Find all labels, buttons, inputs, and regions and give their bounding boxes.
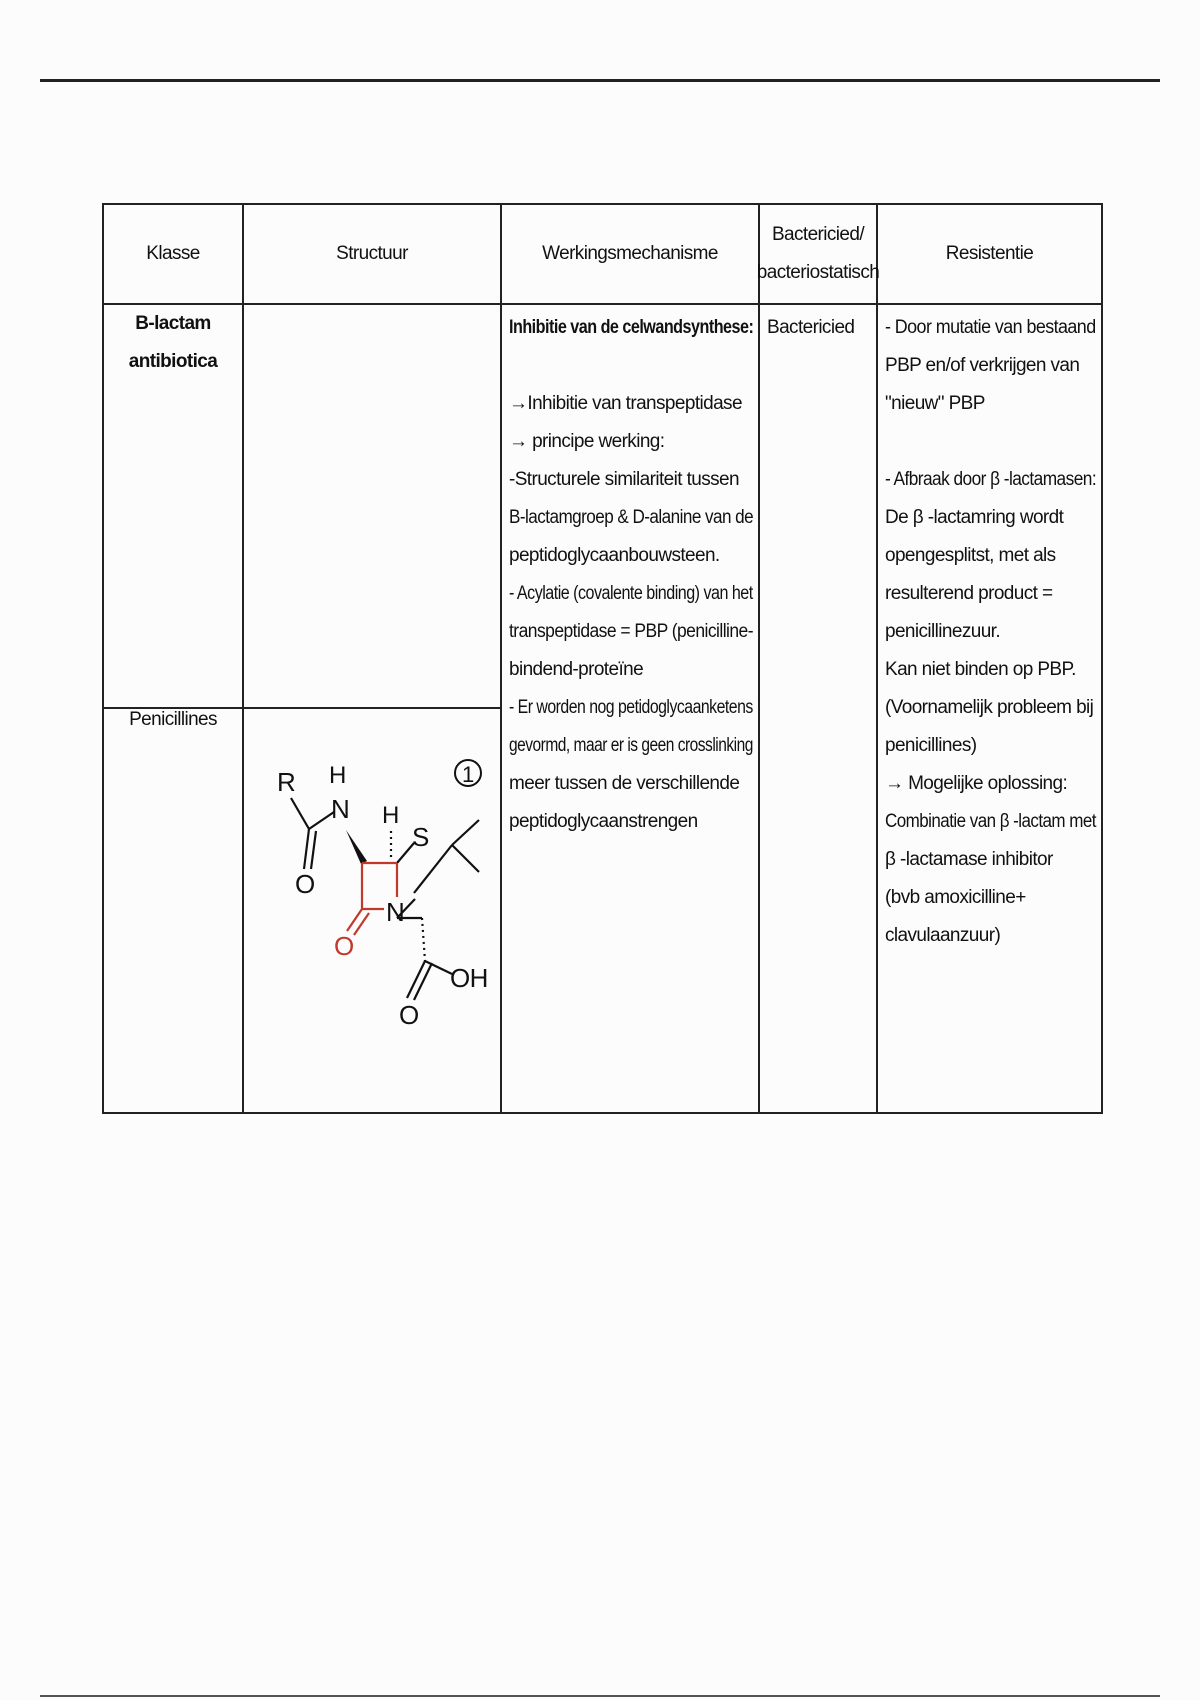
werking-line: meer tussen de verschillende [509,773,740,794]
label-marker: 1 [462,762,474,787]
label-r: R [277,767,296,797]
penicillin-structure-diagram [274,733,494,1053]
werking-spacer [509,347,752,385]
cell-werkingsmechanisme [501,304,759,1113]
resistentie-line: → Mogelijke oplossing: [885,773,1068,794]
werking-line: gevormd, maar er is geen crosslinking [509,735,753,756]
resistentie-line: β -lactamase inhibitor [885,849,1053,870]
resistentie-line: clavulaanzuur) [885,925,1001,946]
resistentie-line: - Afbraak door β -lactamasen: [885,469,1097,490]
cell-penicillines-klasse [103,708,243,1113]
blactam-label-line2: antibiotica [128,351,218,372]
cell-penicillines-structuur [243,708,501,1113]
werking-line: →Inhibitie van transpeptidase [509,393,742,414]
header-rule [40,79,1160,82]
penicillines-label: Penicillines [129,709,217,730]
cell-blactam-klasse [103,304,243,708]
header-werking-label: Werkingsmechanisme [542,243,718,264]
werking-line: bindend-proteïne [509,659,644,680]
bactericied-value: Bactericied [767,317,855,338]
resistentie-line: opengesplitst, met als [885,545,1056,566]
label-n-ring: N [386,897,405,927]
label-s: S [412,822,429,852]
label-h-stereo: H [382,802,399,829]
resistentie-line: De β -lactamring wordt [885,507,1064,528]
werking-text [502,305,758,841]
label-n-amide: N [331,794,350,824]
header-bactericied [756,204,880,304]
werking-line: Inhibitie van de celwandsynthese: [509,317,754,338]
werking-line: - Er worden nog petidoglycaanketens [509,697,753,718]
werking-line: → principe werking: [509,431,665,452]
header-structuur-label: Structuur [336,243,408,264]
werking-line: peptidoglycaanbouwsteen. [509,545,720,566]
resistentie-line: (bvb amoxicilline+ [885,887,1026,908]
resistentie-line: resulterend product = [885,583,1053,604]
header-resistentie-label: Resistentie [945,243,1034,264]
label-o-lactam: O [334,931,354,961]
resistentie-line: Kan niet binden op PBP. [885,659,1076,680]
resistentie-line: PBP en/of verkrijgen van [885,355,1080,376]
werking-line: transpeptidase = PBP (penicilline- [509,621,754,642]
header-resistentie [877,204,1102,304]
resistentie-line: Combinatie van β -lactam met [885,811,1096,832]
header-bact-line2: bacteriostatisch [756,262,880,283]
resistentie-line: - Door mutatie van bestaand [885,317,1096,338]
werking-line: peptidoglycaanstrengen [509,811,698,832]
antibiotics-overview-table [102,203,1103,1114]
header-klasse-label: Klasse [146,243,200,264]
header-bact-line1: Bactericied/ [771,224,865,245]
resistentie-spacer [885,423,1095,461]
resistentie-text [878,305,1101,955]
header-row [103,204,1102,304]
cell-resistentie [877,304,1102,1113]
werking-line: B-lactamgroep & D-alanine van de [509,507,754,528]
resistentie-line: penicillines) [885,735,977,756]
blactam-label-line1: B-lactam [135,313,211,334]
resistentie-line: "nieuw" PBP [885,393,985,414]
werking-line: -Structurele similariteit tussen [509,469,739,490]
resistentie-line: penicillinezuur. [885,621,1001,642]
cell-bactericied [759,304,877,1113]
footer-rule [40,1695,1160,1697]
label-o-acid: O [399,1000,419,1030]
cell-blactam-structuur [243,304,501,708]
werking-line: - Acylatie (covalente binding) van het [509,583,753,604]
label-o-amide: O [295,869,315,899]
row-blactam [103,304,1102,708]
header-structuur [243,204,501,304]
header-klasse [103,204,243,304]
label-oh: OH [450,963,488,993]
label-h-amide: H [329,762,346,789]
resistentie-line: (Voornamelijk probleem bij [885,697,1094,718]
header-werkingsmechanisme [501,204,759,304]
